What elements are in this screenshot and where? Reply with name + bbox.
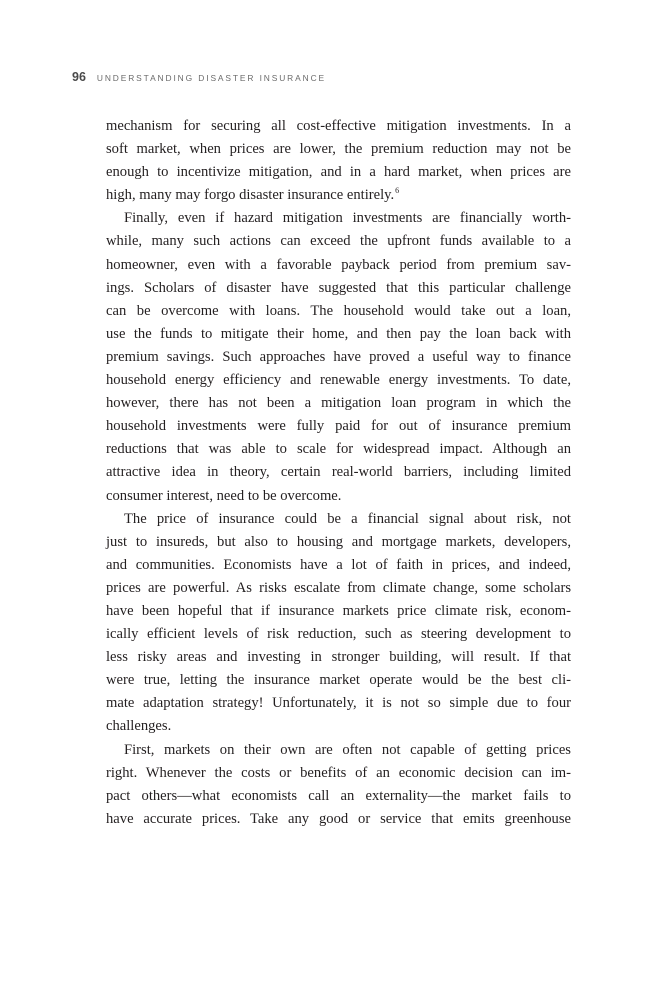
text-line: were true, letting the insurance market operate would be the best cli- — [106, 672, 571, 689]
text-line: have accurate prices. Take any good or service that emits greenhouse — [106, 810, 571, 827]
text-line: while, many such actions can exceed the upfront funds available to a — [106, 233, 571, 250]
text-line: and communities. Economists have a lot of faith in prices, and indeed, — [106, 556, 571, 573]
text-line: consumer interest, need to be overcome. — [106, 487, 342, 504]
text-line: household investments were fully paid for out of insurance premium — [106, 418, 571, 435]
text-line: challenges. — [106, 718, 172, 735]
text-line: mechanism for securing all cost-effective mitigation investments. In a — [106, 118, 571, 134]
running-head — [72, 70, 326, 84]
text-line: can be overcome with loans. The household would take out a loan, — [106, 302, 571, 319]
text-line — [106, 184, 571, 207]
text-line: however, there has not been a mitigation loan program in which the — [106, 395, 571, 412]
text-line: soft market, when prices are lower, the premium reduction may not be — [106, 141, 571, 158]
text-line: use the funds to mitigate their home, and then pay the loan back with — [106, 325, 571, 342]
text-line: just to insureds, but also to housing and mortgage markets, developers, — [106, 533, 571, 550]
text-line: Finally, even if hazard mitigation investments are financially worth- — [124, 210, 571, 227]
footnote-reference[interactable]: 6 — [395, 186, 400, 196]
paragraph — [106, 508, 571, 739]
paragraph — [106, 739, 571, 831]
text-line: less risky areas and investing in stronger building, will result. If that — [106, 649, 571, 666]
paragraph — [106, 115, 571, 207]
text-line: have been hopeful that if insurance markets price climate risk, econom- — [106, 602, 571, 619]
text-line: household energy efficiency and renewable energy investments. To date, — [106, 372, 571, 389]
text-line: pact others—what economists call an externality—the market fails to — [106, 787, 571, 804]
text-line: premium savings. Such approaches have proved a useful way to finance — [106, 348, 571, 365]
text-line-content: high, many may forgo disaster insurance entirely. — [106, 187, 395, 204]
text-line: homeowner, even with a favorable payback period from premium sav- — [106, 256, 571, 273]
text-line: prices are powerful. As risks escalate from climate change, some scholars — [106, 579, 571, 596]
page-number: 96 — [72, 70, 86, 84]
body-text — [106, 115, 571, 831]
text-line: reductions that was able to scale for widespread impact. Although an — [106, 441, 571, 458]
text-line: The price of insurance could be a financial signal about risk, not — [124, 510, 571, 527]
text-line: attractive idea in theory, certain real-world barriers, including limited — [106, 464, 571, 481]
text-line: mate adaptation strategy! Unfortunately, it is not so simple due to four — [106, 695, 571, 712]
text-line: enough to incentivize mitigation, and in a hard market, when prices are — [106, 164, 571, 181]
text-line: ings. Scholars of disaster have suggested that this particular challenge — [106, 279, 571, 296]
text-line: right. Whenever the costs or benefits of an economic decision can im- — [106, 764, 571, 781]
text-line: First, markets on their own are often not capable of getting prices — [124, 741, 571, 758]
text-line: ically efficient levels of risk reduction, such as steering development to — [106, 626, 571, 643]
running-title: UNDERSTANDING DISASTER INSURANCE — [96, 73, 326, 83]
paragraph — [106, 207, 571, 507]
